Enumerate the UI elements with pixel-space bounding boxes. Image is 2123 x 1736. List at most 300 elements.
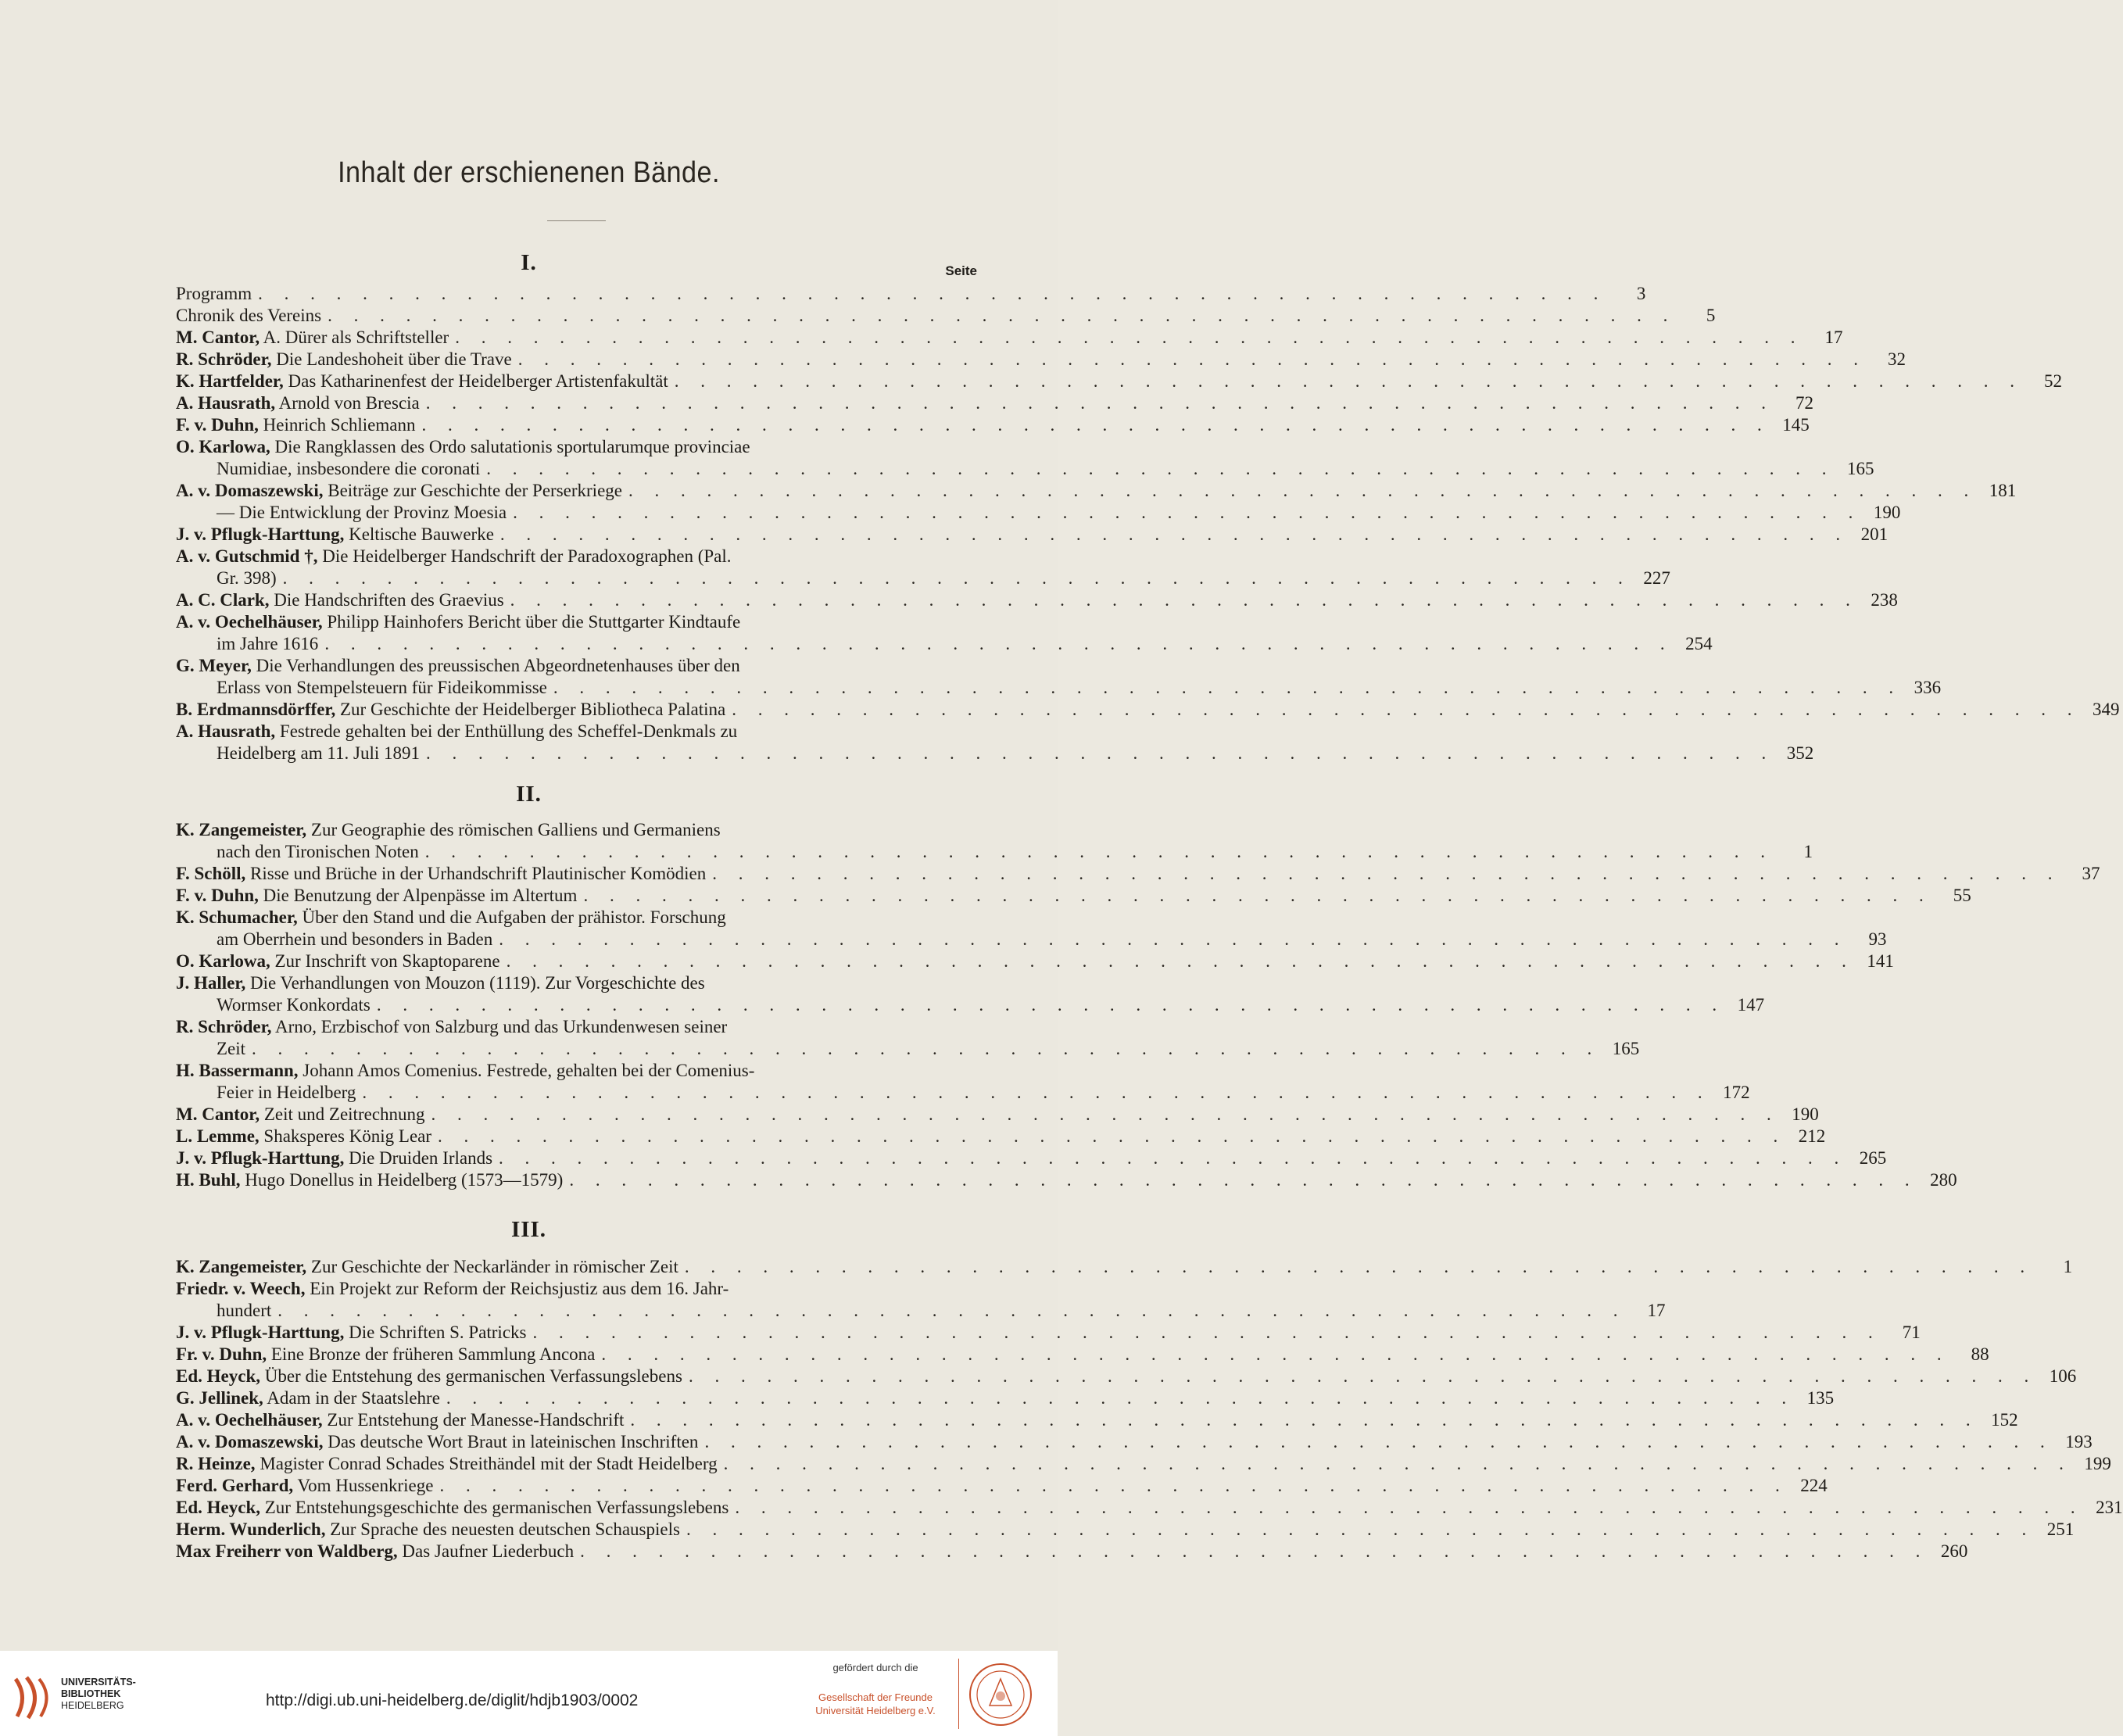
- dot-leader: [252, 283, 1606, 305]
- entry-author: A. v. Domaszewski,: [176, 1432, 324, 1451]
- toc-entry: [176, 1497, 2123, 1519]
- dot-leader: [492, 1147, 1847, 1169]
- entry-title: Beiträge zur Geschichte der Perserkriege: [328, 481, 622, 500]
- entry-author: Ferd. Gerhard,: [176, 1476, 294, 1495]
- toc-entry: [176, 1366, 2077, 1387]
- entry-title: Die Benutzung der Alpenpässe im Altertum: [263, 886, 578, 905]
- toc-entry-line: [176, 1147, 1887, 1169]
- entry-title: Zur Geschichte der Heidelberger Bibliotheca Palatina: [340, 700, 726, 719]
- toc-entry: [176, 283, 1646, 305]
- entry-author: G. Meyer,: [176, 656, 252, 675]
- dot-leader: [420, 743, 1774, 764]
- entry-title: Programm: [176, 284, 252, 303]
- page-number: 260: [1940, 1541, 1968, 1561]
- section-numeral-3: III.: [510, 1217, 547, 1242]
- toc-entry: [176, 1278, 1666, 1322]
- entry-title: Adam in der Staatslehre: [267, 1388, 440, 1408]
- dot-leader: [356, 1082, 1710, 1104]
- entry-author: F. Schöll,: [176, 864, 246, 883]
- entry-text: [176, 589, 504, 611]
- toc-entry-line: [176, 972, 977, 994]
- entry-text: [217, 458, 480, 480]
- dot-leader: [492, 929, 1847, 950]
- entry-title: Keltische Bauwerke: [349, 524, 494, 544]
- entry-text: [176, 863, 706, 885]
- entry-text: [176, 972, 705, 994]
- toc-entry: [176, 611, 1713, 655]
- entry-author: F. v. Duhn,: [176, 886, 259, 905]
- entry-title: Numidiae, insbesondere die coronati: [217, 459, 481, 478]
- page-number: 106: [2049, 1366, 2077, 1386]
- library-name-line-3: HEIDELBERG: [61, 1700, 124, 1711]
- dot-leader: [725, 699, 2080, 721]
- page-number: 212: [1798, 1126, 1826, 1146]
- toc-entry-line: [176, 1366, 2077, 1387]
- dot-leader: [624, 1409, 1978, 1431]
- entry-title: Zur Sprache des neuesten deutschen Schauspiels: [330, 1519, 680, 1539]
- toc-entry-line: [176, 1278, 977, 1300]
- toc-entry-line: [176, 414, 1810, 436]
- toc-entry-line: [176, 589, 1898, 611]
- toc-entry: [176, 1169, 1957, 1191]
- dot-leader: [415, 414, 1770, 436]
- toc-entry-line: [176, 392, 1814, 414]
- page-number: 145: [1782, 415, 1810, 435]
- university-seal-icon: [968, 1662, 1033, 1731]
- toc-entry-line: [176, 480, 2017, 502]
- toc-entry-line: [176, 546, 977, 567]
- page-number: 336: [1914, 678, 1942, 697]
- entry-title: Shaksperes König Lear: [263, 1126, 432, 1146]
- page-number: 190: [1873, 503, 1901, 522]
- toc-entry: [176, 1541, 1968, 1562]
- entry-author: A. Hausrath,: [176, 393, 276, 413]
- dot-leader: [318, 633, 1673, 655]
- page-number: 93: [1868, 929, 1887, 949]
- entry-author: M. Cantor,: [176, 1104, 260, 1124]
- section-list-1: [176, 283, 2120, 764]
- entry-text: [176, 1475, 433, 1497]
- page-number: 224: [1800, 1476, 1828, 1495]
- entry-text: [176, 436, 750, 458]
- entry-title: Arnold von Brescia: [278, 393, 420, 413]
- entry-text: [176, 546, 732, 567]
- library-name-line-1: UNIVERSITÄTS-: [61, 1677, 136, 1688]
- entry-title: Eine Bronze der früheren Sammlung Ancona: [270, 1344, 596, 1364]
- entry-author: G. Jellinek,: [176, 1388, 263, 1408]
- toc-entry: [176, 370, 2062, 392]
- sponsor-block: [805, 1662, 946, 1717]
- entry-author: B. Erdmannsdörffer,: [176, 700, 336, 719]
- toc-entry-line: [176, 1082, 1750, 1104]
- page-number: 71: [1902, 1323, 1921, 1342]
- dot-leader: [682, 1366, 2037, 1387]
- page-number: 72: [1795, 393, 1814, 413]
- sponsor-label: gefördert durch die: [832, 1662, 918, 1673]
- entry-author: F. v. Duhn,: [176, 415, 259, 435]
- entry-text: [217, 1038, 245, 1060]
- toc-entry-line: [176, 1038, 1640, 1060]
- library-name: [61, 1677, 136, 1712]
- page-number: 5: [1706, 306, 1716, 325]
- toc-entry-line: [176, 567, 1670, 589]
- entry-text: [176, 950, 500, 972]
- page-number: 152: [1991, 1410, 2018, 1430]
- entry-title: Die Verhandlungen des preussischen Abgeordnetenhauses über den: [256, 656, 740, 675]
- entry-title: Die Druiden Irlands: [349, 1148, 493, 1168]
- dot-leader: [547, 677, 1902, 699]
- entry-title: Risse und Brüche in der Urhandschrift Plautinischer Komödien: [250, 864, 707, 883]
- dot-leader: [622, 480, 1977, 502]
- toc-entry: [176, 414, 1810, 436]
- entry-title: im Jahre 1616: [217, 634, 319, 653]
- entry-text: [176, 1497, 729, 1519]
- entry-title: Heinrich Schliemann: [263, 415, 416, 435]
- entry-text: [176, 283, 252, 305]
- page-number: 32: [1887, 349, 1906, 369]
- toc-entry-line: [176, 1169, 1957, 1191]
- toc-entry: [176, 1409, 2018, 1431]
- toc-entry: [176, 480, 2017, 502]
- entry-title: am Oberrhein und besonders in Baden: [217, 929, 493, 949]
- entry-text: [217, 743, 420, 764]
- entry-author: Max Freiherr von Waldberg,: [176, 1541, 398, 1561]
- page-number: 251: [2046, 1519, 2075, 1539]
- toc-entry-line: [176, 1016, 977, 1038]
- entry-text: [176, 349, 512, 370]
- toc-entry-line: [176, 819, 977, 841]
- entry-text: [176, 1387, 440, 1409]
- entry-title: Das Jaufner Liederbuch: [402, 1541, 575, 1561]
- toc-entry: [176, 1256, 2073, 1278]
- entry-author: J. v. Pflugk-Harttung,: [176, 1323, 345, 1342]
- toc-entry: [176, 655, 1942, 699]
- entry-author: Herm. Wunderlich,: [176, 1519, 326, 1539]
- page-number: 254: [1685, 634, 1713, 653]
- dot-leader: [706, 863, 2060, 885]
- sponsor-name-line-2: Universität Heidelberg e.V.: [815, 1705, 936, 1716]
- toc-entry: [176, 699, 2120, 721]
- entry-title: Gr. 398): [217, 568, 277, 588]
- entry-author: K. Schumacher,: [176, 907, 298, 927]
- page-number: 165: [1612, 1039, 1640, 1058]
- toc-entry-line: [176, 929, 1887, 950]
- toc-entry-line: [176, 841, 1813, 863]
- entry-author: O. Karlowa,: [176, 437, 270, 456]
- dot-leader: [449, 327, 1803, 349]
- entry-title: Zeit: [217, 1039, 246, 1058]
- toc-entry-line: [176, 305, 1716, 327]
- entry-title: Zur Geographie des römischen Galliens und Germaniens: [310, 820, 721, 839]
- page-number: 227: [1643, 568, 1670, 588]
- entry-author: R. Schröder,: [176, 349, 272, 369]
- title-divider: [547, 220, 606, 221]
- page-number: 265: [1859, 1148, 1887, 1168]
- page-title: Inhalt der erschienenen Bände.: [338, 156, 720, 189]
- toc-entry: [176, 1387, 1835, 1409]
- entry-title: Die Heidelberger Handschrift der Paradoxographen (Pal.: [322, 546, 732, 566]
- entry-title: Philipp Hainhofers Bericht über die Stuttgarter Kindtaufe: [327, 612, 741, 632]
- entry-text: [176, 1409, 624, 1431]
- toc-entry: [176, 546, 1670, 589]
- entry-title: Festrede gehalten bei der Enthüllung des Scheffel-Denkmals zu: [279, 721, 738, 741]
- page-number: 231: [2096, 1498, 2123, 1517]
- toc-entry-line: [176, 349, 1906, 370]
- toc-entry-line: [176, 327, 1843, 349]
- dot-leader: [245, 1038, 1600, 1060]
- section-numeral-1: I.: [521, 250, 537, 275]
- entry-title: Die Verhandlungen von Mouzon (1119). Zur Vorgeschichte des: [249, 973, 705, 993]
- entry-title: Die Schriften S. Patricks: [349, 1323, 527, 1342]
- dot-leader: [321, 305, 1676, 327]
- toc-entry: [176, 502, 1901, 524]
- entry-title: Die Handschriften des Graevius: [274, 590, 504, 610]
- entry-title: Zeit und Zeitrechnung: [263, 1104, 425, 1124]
- entry-text: [176, 1541, 574, 1562]
- page-number: 190: [1792, 1104, 1819, 1124]
- entry-text: [176, 1060, 754, 1082]
- toc-entry-line: [176, 1344, 1989, 1366]
- toc-entry: [176, 436, 1874, 480]
- viewer-footer: [0, 1651, 1058, 1736]
- toc-entry-line: [176, 611, 977, 633]
- entry-title: Zur Entstehungsgeschichte des germanischen Verfassungslebens: [264, 1498, 729, 1517]
- toc-entry-line: [176, 699, 2120, 721]
- toc-entry: [176, 1060, 1750, 1104]
- permalink-url[interactable]: http://digi.ub.uni-heidelberg.de/diglit/hdjb1903/0002: [266, 1691, 639, 1709]
- entry-title: — Die Entwicklung der Provinz Moesia: [217, 503, 507, 522]
- dot-leader: [431, 1126, 1786, 1147]
- toc-entry-line: [176, 1519, 2075, 1541]
- dot-leader: [526, 1322, 1881, 1344]
- entry-text: [176, 721, 737, 743]
- toc-entry-line: [176, 1387, 1835, 1409]
- toc-entry-line: [176, 994, 1765, 1016]
- toc-entry-line: [176, 1322, 1921, 1344]
- dot-leader: [271, 1300, 1626, 1322]
- toc-entry-line: [176, 1300, 1666, 1322]
- toc-entry-line: [176, 1409, 2018, 1431]
- toc-entry-line: [176, 1541, 1968, 1562]
- dot-leader: [680, 1519, 2035, 1541]
- entry-author: H. Buhl,: [176, 1170, 241, 1190]
- entry-text: [176, 885, 577, 907]
- toc-entry-line: [176, 1431, 2093, 1453]
- toc-entry-line: [176, 1104, 1819, 1126]
- toc-entry-line: [176, 524, 1889, 546]
- entry-text: [217, 567, 277, 589]
- toc-entry: [176, 1475, 1828, 1497]
- entry-text: [217, 633, 318, 655]
- entry-text: [176, 1344, 595, 1366]
- dot-leader: [729, 1497, 2083, 1519]
- toc-entry: [176, 1104, 1819, 1126]
- dot-leader: [480, 458, 1835, 480]
- entry-title: Hugo Donellus in Heidelberg (1573—1579): [245, 1170, 564, 1190]
- entry-text: [176, 1126, 431, 1147]
- entry-author: Fr. v. Duhn,: [176, 1344, 267, 1364]
- page-number: 238: [1871, 590, 1898, 610]
- entry-text: [176, 907, 726, 929]
- entry-title: Erlass von Stempelsteuern für Fideikommisse: [217, 678, 547, 697]
- entry-author: A. C. Clark,: [176, 590, 270, 610]
- toc-entry: [176, 1322, 1921, 1344]
- entry-text: [176, 1104, 425, 1126]
- entry-title: Vom Hussenkriege: [297, 1476, 434, 1495]
- page-number: 17: [1824, 328, 1843, 347]
- toc-entry: [176, 863, 2100, 885]
- entry-text: [176, 414, 415, 436]
- page-number: 17: [1647, 1301, 1666, 1320]
- entry-text: [176, 1519, 680, 1541]
- entry-text: [176, 1169, 563, 1191]
- entry-author: K. Hartfelder,: [176, 371, 284, 391]
- entry-title: Ein Projekt zur Reform der Reichsjustiz aus dem 16. Jahr-: [310, 1279, 729, 1298]
- entry-author: J. v. Pflugk-Harttung,: [176, 1148, 345, 1168]
- entry-title: Magister Conrad Schades Streithändel mit der Stadt Heidelberg: [260, 1454, 718, 1473]
- entry-author: L. Lemme,: [176, 1126, 260, 1146]
- toc-entry-line: [176, 1453, 2111, 1475]
- page-number: 165: [1846, 459, 1874, 478]
- entry-text: [217, 841, 419, 863]
- page-number: 1: [1803, 842, 1813, 861]
- entry-author: J. Haller,: [176, 973, 246, 993]
- toc-entry-line: [176, 907, 977, 929]
- entry-author: Friedr. v. Weech,: [176, 1279, 306, 1298]
- toc-entry: [176, 907, 1887, 950]
- toc-entry: [176, 1344, 1989, 1366]
- entry-title: Wormser Konkordats: [217, 995, 371, 1015]
- toc-entry-line: [176, 885, 1971, 907]
- toc-entry: [176, 1519, 2075, 1541]
- dot-leader: [371, 994, 1725, 1016]
- entry-text: [217, 994, 371, 1016]
- toc-entry: [176, 950, 1894, 972]
- page-number: 55: [1953, 886, 1971, 905]
- entry-title: Johann Amos Comenius. Festrede, gehalten bei der Comenius-: [303, 1061, 755, 1080]
- dot-leader: [420, 392, 1774, 414]
- entry-text: [176, 327, 449, 349]
- entry-author: A. Hausrath,: [176, 721, 276, 741]
- dot-leader: [277, 567, 1631, 589]
- dot-leader: [595, 1344, 1949, 1366]
- page-number: 141: [1867, 951, 1894, 971]
- toc-entry: [176, 392, 1814, 414]
- entry-author: A. v. Oechelhäuser,: [176, 1410, 323, 1430]
- dot-leader: [419, 841, 1774, 863]
- university-library-logo-icon: [11, 1673, 58, 1725]
- page-number: 280: [1930, 1170, 1957, 1190]
- page-number: 172: [1723, 1083, 1750, 1102]
- page-number: 3: [1636, 284, 1646, 303]
- section-numeral-2: II.: [516, 782, 542, 807]
- toc-entry: [176, 589, 1898, 611]
- toc-entry: [176, 524, 1889, 546]
- toc-entry: [176, 1431, 2093, 1453]
- entry-text: [217, 1300, 271, 1322]
- entry-title: Das Katharinenfest der Heidelberger Artistenfakultät: [288, 371, 668, 391]
- page-number: 37: [2082, 864, 2100, 883]
- entry-author: R. Schröder,: [176, 1017, 272, 1036]
- entry-title: A. Dürer als Schriftsteller: [263, 328, 449, 347]
- entry-author: K. Zangemeister,: [176, 1257, 307, 1276]
- toc-entry: [176, 327, 1843, 349]
- dot-leader: [504, 589, 1859, 611]
- entry-author: R. Heinze,: [176, 1454, 256, 1473]
- entry-text: [176, 819, 721, 841]
- entry-title: Zur Geschichte der Neckarländer in römischer Zeit: [310, 1257, 678, 1276]
- entry-title: Über den Stand und die Aufgaben der prähistor. Forschung: [302, 907, 726, 927]
- toc-entry: [176, 1147, 1887, 1169]
- toc-entry-line: [176, 1256, 2073, 1278]
- toc-entry: [176, 349, 1906, 370]
- page-number: 193: [2065, 1432, 2093, 1451]
- dot-leader: [577, 885, 1931, 907]
- dot-leader: [507, 502, 1861, 524]
- toc-entry-line: [176, 1126, 1826, 1147]
- toc-entry-line: [176, 1475, 1828, 1497]
- toc-entry: [176, 972, 1765, 1016]
- page-number: 199: [2084, 1454, 2111, 1473]
- page-number: 1: [2063, 1257, 2073, 1276]
- entry-text: [176, 1278, 729, 1300]
- dot-leader: [698, 1431, 2053, 1453]
- entry-text: [217, 502, 507, 524]
- toc-entry-line: [176, 743, 1814, 764]
- toc-entry: [176, 721, 1814, 764]
- toc-entry-line: [176, 863, 2100, 885]
- entry-text: [176, 699, 725, 721]
- entry-title: hundert: [217, 1301, 272, 1320]
- toc-entry: [176, 819, 1813, 863]
- entry-text: [176, 1366, 682, 1387]
- section-list-3: [176, 1256, 2123, 1562]
- page-number: 181: [1989, 481, 2017, 500]
- toc-entry-line: [176, 458, 1874, 480]
- entry-text: [176, 392, 420, 414]
- entry-author: A. v. Oechelhäuser,: [176, 612, 323, 632]
- page-number: 88: [1971, 1344, 1989, 1364]
- page-number: 52: [2044, 371, 2062, 391]
- dot-leader: [718, 1453, 2072, 1475]
- entry-title: Arno, Erzbischof von Salzburg und das Urkundenwesen seiner: [274, 1017, 728, 1036]
- toc-entry: [176, 885, 1971, 907]
- footer-divider: [958, 1659, 959, 1729]
- toc-entry-line: [176, 502, 1901, 524]
- entry-text: [176, 305, 321, 327]
- entry-title: nach den Tironischen Noten: [217, 842, 419, 861]
- entry-title: Zur Entstehung der Manesse-Handschrift: [327, 1410, 625, 1430]
- page-number: 349: [2093, 700, 2120, 719]
- dot-leader: [425, 1104, 1780, 1126]
- entry-text: [176, 1453, 718, 1475]
- entry-author: O. Karlowa,: [176, 951, 270, 971]
- toc-entry: [176, 1016, 1640, 1060]
- dot-leader: [512, 349, 1867, 370]
- entry-title: Die Rangklassen des Ordo salutationis sportularumque provinciae: [274, 437, 750, 456]
- toc-entry-line: [176, 633, 1713, 655]
- toc-entry-line: [176, 677, 1942, 699]
- toc-entry-line: [176, 950, 1894, 972]
- entry-title: Über die Entstehung des germanischen Verfassungslebens: [264, 1366, 682, 1386]
- entry-author: Ed. Heyck,: [176, 1366, 260, 1386]
- toc-entry-line: [176, 436, 977, 458]
- sponsor-name-line-1: Gesellschaft der Freunde: [818, 1691, 933, 1703]
- toc-entry: [176, 305, 1716, 327]
- entry-text: [217, 677, 547, 699]
- entry-text: [176, 655, 740, 677]
- entry-text: [176, 480, 622, 502]
